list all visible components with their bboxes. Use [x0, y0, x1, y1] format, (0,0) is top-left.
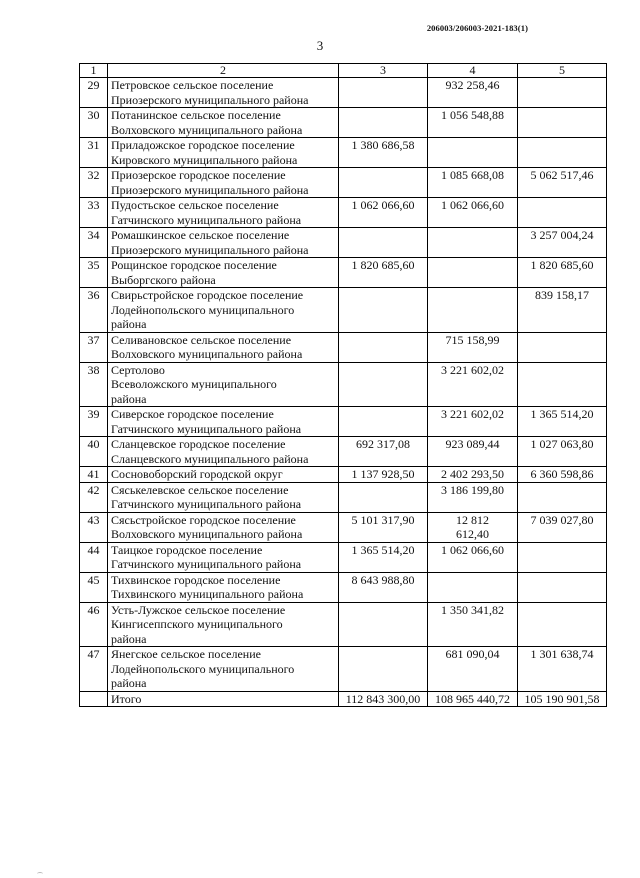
table-row — [80, 647, 607, 692]
municipality-name: Петровское сельское поселение Приозерского муниципального района — [108, 78, 339, 108]
amount-col5: 3 257 004,24 — [518, 228, 607, 258]
total-col5: 105 190 901,58 — [518, 691, 607, 707]
amount-col4: 1 062 066,60 — [428, 198, 518, 228]
amount-col3 — [339, 108, 428, 138]
amount-col3: 692 317,08 — [339, 437, 428, 467]
amount-col4 — [428, 228, 518, 258]
amount-col5 — [518, 362, 607, 407]
document-id: 206003/206003-2021-183(1) — [426, 23, 528, 33]
amount-col4: 1 085 668,08 — [428, 168, 518, 198]
amount-col3 — [339, 78, 428, 108]
table-body — [80, 64, 607, 707]
amount-col3: 8 643 988,80 — [339, 572, 428, 602]
amount-col4 — [428, 572, 518, 602]
table-row — [80, 407, 607, 437]
total-blank-cell — [80, 691, 108, 707]
municipality-name: Приладожское городское поселение Кировского муниципального района — [108, 138, 339, 168]
row-number: 29 — [80, 78, 108, 108]
table-row — [80, 482, 607, 512]
row-number: 42 — [80, 482, 108, 512]
amount-col5 — [518, 332, 607, 362]
table-row — [80, 542, 607, 572]
row-number: 38 — [80, 362, 108, 407]
amount-col5 — [518, 78, 607, 108]
table-row — [80, 437, 607, 467]
amount-col5 — [518, 198, 607, 228]
amount-col5 — [518, 482, 607, 512]
row-number: 34 — [80, 228, 108, 258]
table-row — [80, 228, 607, 258]
amount-col3 — [339, 228, 428, 258]
row-number: 33 — [80, 198, 108, 228]
amount-col3 — [339, 647, 428, 692]
scan-mark — [37, 872, 43, 876]
row-number: 39 — [80, 407, 108, 437]
municipality-name: Пудостьское сельское поселение Гатчинского муниципального района — [108, 198, 339, 228]
amount-col3 — [339, 332, 428, 362]
table-row — [80, 288, 607, 333]
amount-col3 — [339, 407, 428, 437]
amount-col3 — [339, 362, 428, 407]
row-number: 41 — [80, 467, 108, 483]
table-header-row — [80, 64, 607, 78]
table-row — [80, 362, 607, 407]
table-row — [80, 602, 607, 647]
municipality-name: Усть-Лужское сельское поселение Кингисеппского муниципального района — [108, 602, 339, 647]
municipality-name: Рощинское городское поселение Выборгского района — [108, 258, 339, 288]
amount-col3: 1 365 514,20 — [339, 542, 428, 572]
column-header: 5 — [518, 64, 607, 78]
row-number: 35 — [80, 258, 108, 288]
municipality-name: Сяськелевское сельское поселение Гатчинского муниципального района — [108, 482, 339, 512]
municipality-name: Сясьстройское городское поселение Волховского муниципального района — [108, 512, 339, 542]
table-row — [80, 78, 607, 108]
distribution-table — [79, 63, 607, 707]
row-number: 46 — [80, 602, 108, 647]
amount-col4: 932 258,46 — [428, 78, 518, 108]
amount-col4: 3 186 199,80 — [428, 482, 518, 512]
amount-col3: 5 101 317,90 — [339, 512, 428, 542]
amount-col5: 839 158,17 — [518, 288, 607, 333]
table-row — [80, 198, 607, 228]
municipality-name: Сланцевское городское поселение Сланцевского муниципального района — [108, 437, 339, 467]
amount-col4: 1 056 548,88 — [428, 108, 518, 138]
amount-col3 — [339, 168, 428, 198]
amount-col5 — [518, 108, 607, 138]
amount-col3: 1 137 928,50 — [339, 467, 428, 483]
amount-col5: 5 062 517,46 — [518, 168, 607, 198]
municipality-name: Ромашкинское сельское поселение Приозерского муниципального района — [108, 228, 339, 258]
table-row — [80, 572, 607, 602]
amount-col5: 1 301 638,74 — [518, 647, 607, 692]
column-header: 3 — [339, 64, 428, 78]
row-number: 31 — [80, 138, 108, 168]
municipality-name: Сертолово Всеволожского муниципального района — [108, 362, 339, 407]
column-header: 1 — [80, 64, 108, 78]
table-row — [80, 512, 607, 542]
municipality-name: Таицкое городское поселение Гатчинского муниципального района — [108, 542, 339, 572]
amount-col5 — [518, 138, 607, 168]
amount-col4: 12 812 612,40 — [428, 512, 518, 542]
table-row — [80, 168, 607, 198]
amount-col4: 3 221 602,02 — [428, 362, 518, 407]
amount-col3 — [339, 288, 428, 333]
row-number: 44 — [80, 542, 108, 572]
amount-col4: 715 158,99 — [428, 332, 518, 362]
amount-col5: 6 360 598,86 — [518, 467, 607, 483]
amount-col4: 1 350 341,82 — [428, 602, 518, 647]
municipality-name: Селивановское сельское поселение Волховского муниципального района — [108, 332, 339, 362]
total-row — [80, 691, 607, 707]
row-number: 43 — [80, 512, 108, 542]
amount-col5: 1 027 063,80 — [518, 437, 607, 467]
table-row — [80, 138, 607, 168]
row-number: 36 — [80, 288, 108, 333]
municipality-name: Приозерское городское поселение Приозерского муниципального района — [108, 168, 339, 198]
row-number: 32 — [80, 168, 108, 198]
amount-col3: 1 820 685,60 — [339, 258, 428, 288]
total-col4: 108 965 440,72 — [428, 691, 518, 707]
row-number: 37 — [80, 332, 108, 362]
municipality-name: Сосновоборский городской округ — [108, 467, 339, 483]
amount-col5: 1 820 685,60 — [518, 258, 607, 288]
amount-col5 — [518, 602, 607, 647]
amount-col4: 3 221 602,02 — [428, 407, 518, 437]
amount-col3: 1 062 066,60 — [339, 198, 428, 228]
amount-col5 — [518, 572, 607, 602]
amount-col4: 2 402 293,50 — [428, 467, 518, 483]
row-number: 47 — [80, 647, 108, 692]
amount-col4 — [428, 288, 518, 333]
table-row — [80, 332, 607, 362]
amount-col5: 1 365 514,20 — [518, 407, 607, 437]
amount-col5: 7 039 027,80 — [518, 512, 607, 542]
municipality-name: Янегское сельское поселение Лодейнопольского муниципального района — [108, 647, 339, 692]
municipality-name: Тихвинское городское поселение Тихвинского муниципального района — [108, 572, 339, 602]
amount-col5 — [518, 542, 607, 572]
amount-col4: 923 089,44 — [428, 437, 518, 467]
total-label: Итого — [108, 691, 339, 707]
table-row — [80, 467, 607, 483]
page-number: 3 — [316, 38, 324, 53]
column-header: 2 — [108, 64, 339, 78]
amount-col3 — [339, 602, 428, 647]
municipality-name: Сиверское городское поселение Гатчинского муниципального района — [108, 407, 339, 437]
table-row — [80, 258, 607, 288]
row-number: 30 — [80, 108, 108, 138]
amount-col4: 1 062 066,60 — [428, 542, 518, 572]
row-number: 40 — [80, 437, 108, 467]
amount-col3 — [339, 482, 428, 512]
column-header: 4 — [428, 64, 518, 78]
total-col3: 112 843 300,00 — [339, 691, 428, 707]
amount-col3: 1 380 686,58 — [339, 138, 428, 168]
amount-col4 — [428, 138, 518, 168]
table-row — [80, 108, 607, 138]
municipality-name: Свирьстройское городское поселение Лодейнопольского муниципального района — [108, 288, 339, 333]
municipality-name: Потанинское сельское поселение Волховского муниципального района — [108, 108, 339, 138]
amount-col4: 681 090,04 — [428, 647, 518, 692]
amount-col4 — [428, 258, 518, 288]
row-number: 45 — [80, 572, 108, 602]
